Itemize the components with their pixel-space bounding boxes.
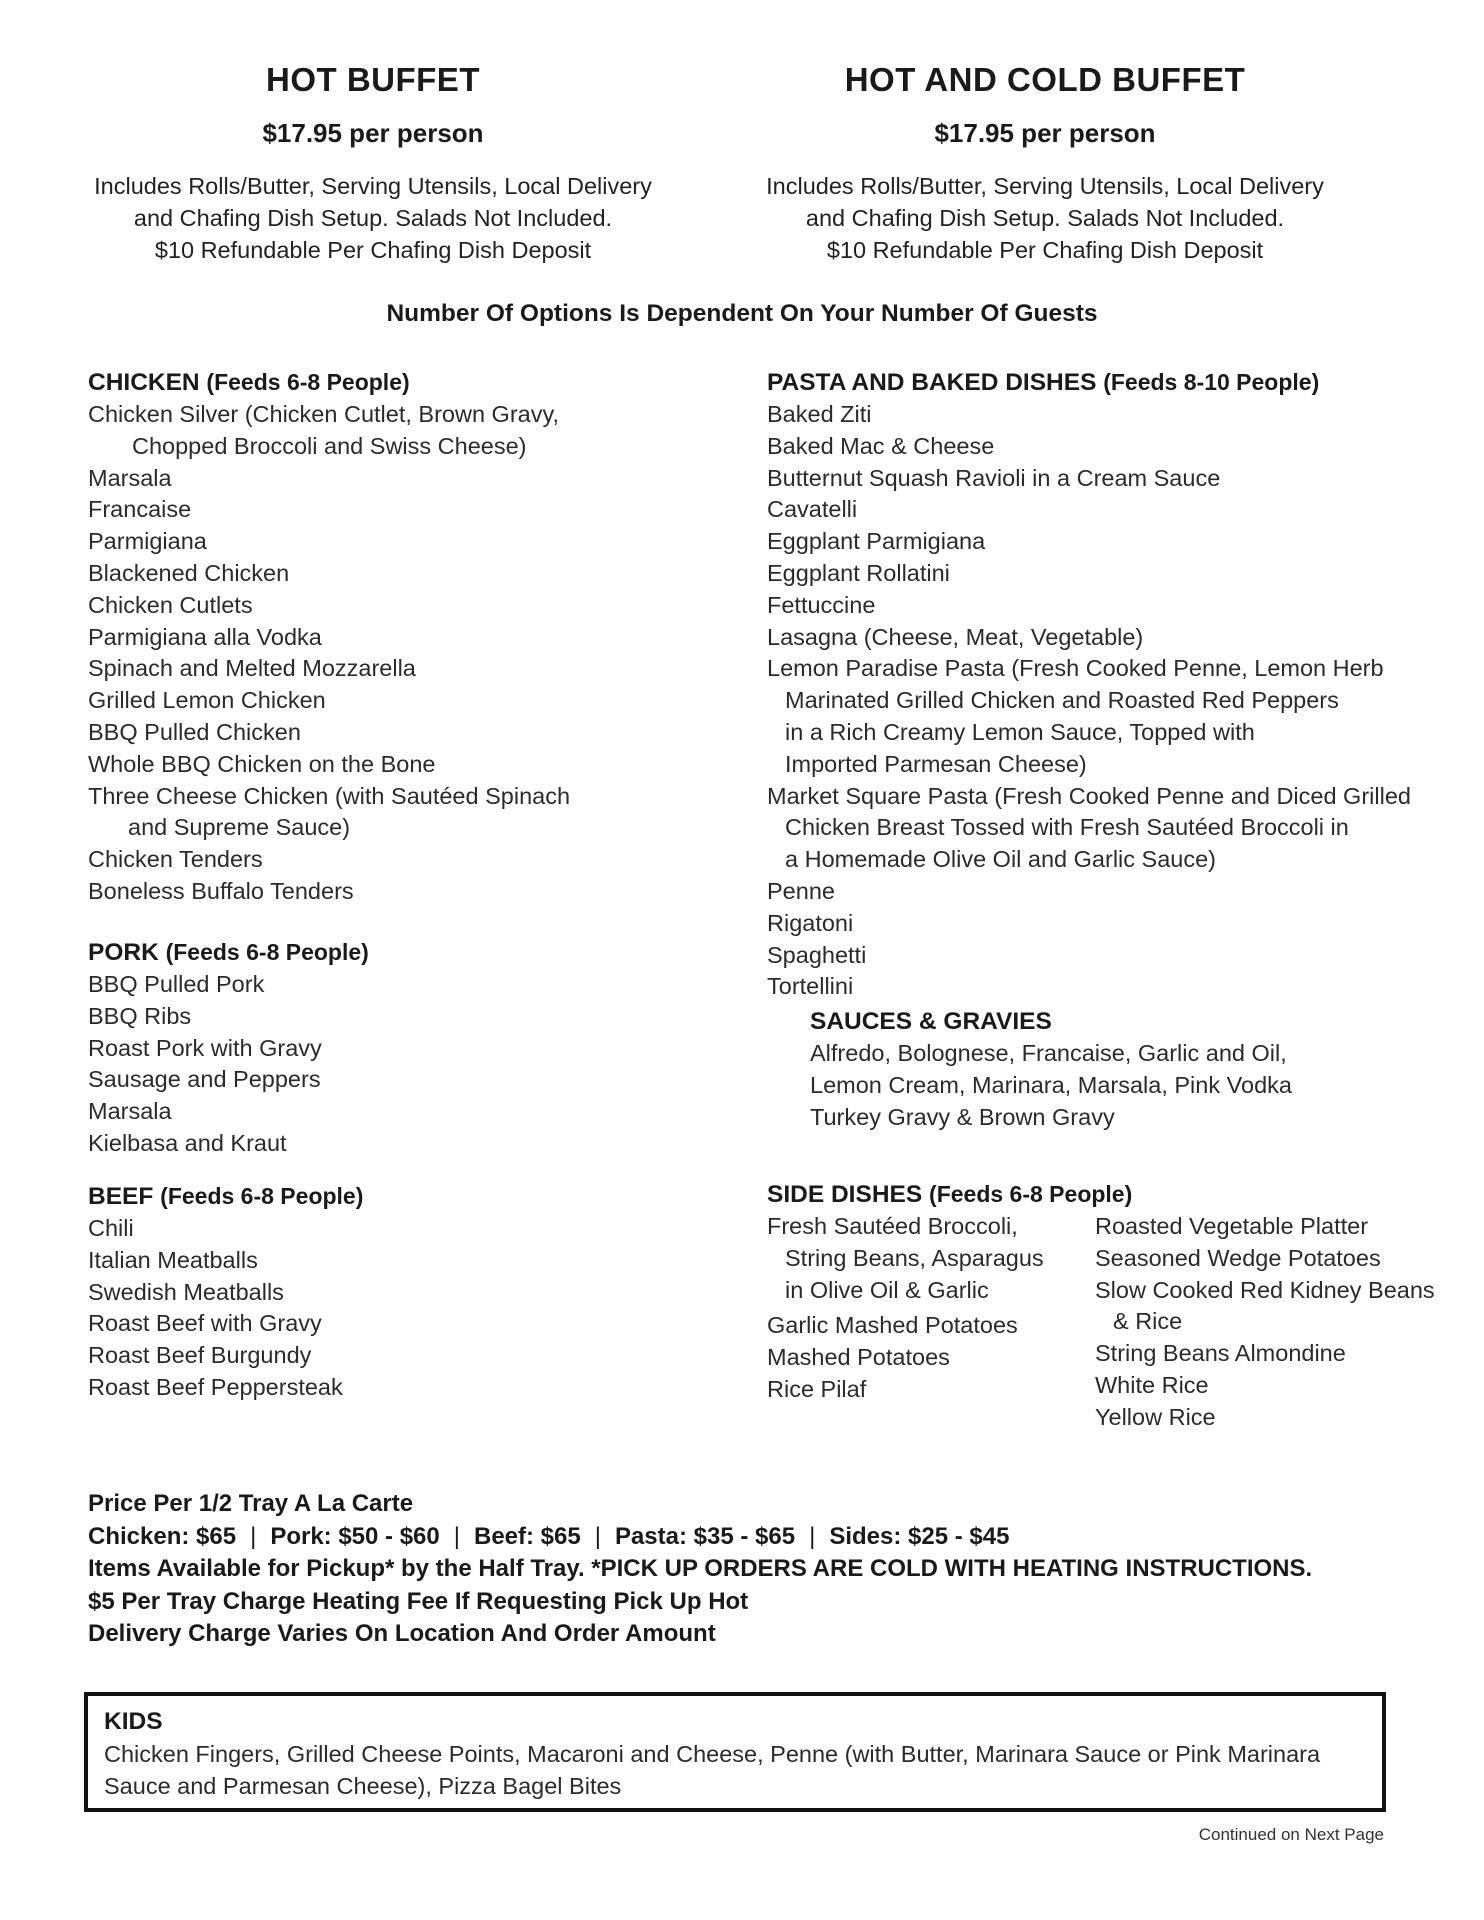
section-title [88,366,570,399]
pricing-info [88,1488,1312,1651]
section-name: BEEF [88,1183,161,1210]
menu-item: Roasted Vegetable Platter [1095,1213,1369,1239]
buffet-desc-line: and Chafing Dish Setup. Salads Not Included. [805,205,1285,231]
tray-price: Beef: $65 [473,1522,581,1550]
hot-buffet-header [73,58,673,266]
menu-item: Baked Ziti [767,401,872,427]
menu-item: Boneless Buffalo Tenders [88,877,354,904]
buffet-desc-line: $10 Refundable Per Chafing Dish Deposit [154,237,592,263]
buffet-desc-line: Includes Rolls/Butter, Serving Utensils, Local Delivery [766,173,1324,199]
buffet-price: $17.95 per person [262,118,484,148]
menu-item: Spinach and Melted Mozzarella [88,655,416,682]
menu-item-line: Market Square Pasta (Fresh Cooked Penne and Diced Grilled [767,782,1411,809]
menu-item: Swedish Meatballs [88,1278,284,1305]
kids-title: KIDS [104,1708,163,1735]
buffet-desc-line: $10 Refundable Per Chafing Dish Deposit [826,237,1264,263]
menu-item: Kielbasa and Kraut [88,1129,287,1156]
kids-items-line: Chicken Fingers, Grilled Cheese Points, Macaroni and Cheese, Penne (with Butter, Marinara Sauce or Pink Marinara [104,1741,1321,1767]
menu-item: Sausage and Peppers [88,1066,321,1093]
section-title [767,1178,1435,1211]
menu-item: Rigatoni [767,909,854,936]
section-name: PORK [88,939,166,966]
price-separator: | [250,1522,257,1550]
menu-item: Seasoned Wedge Potatoes [1095,1244,1381,1271]
menu-item-continuation: & Rice [1113,1308,1183,1335]
chicken-section [88,366,570,908]
side-dishes-section [767,1178,1435,1434]
hot-and-cold-buffet-header [745,58,1345,266]
menu-item: Spaghetti [767,941,867,968]
menu-item [767,781,1411,876]
section-feeds: (Feeds 6-8 People) [206,369,410,395]
menu-item [88,781,570,845]
menu-item: Parmigiana [88,528,207,555]
menu-item: Chicken Tenders [88,846,263,873]
section-title [88,1180,363,1213]
pricing-heading: Price Per 1/2 Tray A La Carte [88,1490,414,1517]
menu-item: Blackened Chicken [88,559,290,586]
menu-item-line: Slow Cooked Red Kidney Beans [1095,1276,1435,1303]
tray-price: Pork: $50 - $60 [270,1522,440,1550]
menu-item: Roast Beef Burgundy [88,1342,312,1369]
buffet-title: HOT AND COLD BUFFET [844,61,1246,98]
section-title [88,936,369,969]
buffet-description [745,170,1345,266]
menu-item-line: Fresh Sautéed Broccoli, [767,1213,1018,1239]
menu-item: White Rice [1095,1371,1209,1398]
kids-menu-box [84,1692,1386,1812]
menu-item: BBQ Pulled Chicken [88,718,301,745]
tray-price: Pasta: $35 - $65 [614,1522,796,1550]
menu-item-line: Chicken Silver (Chicken Cutlet, Brown Gravy, [88,401,560,427]
sauces-section [810,1006,1292,1133]
buffet-desc-line: Includes Rolls/Butter, Serving Utensils, Local Delivery [94,173,652,199]
menu-item: Tortellini [767,973,854,1000]
tray-price: Chicken: $65 [88,1522,237,1550]
menu-item: Roast Beef with Gravy [88,1310,322,1337]
menu-item: Yellow Rice [1095,1403,1216,1430]
side-dishes-column-1 [767,1211,1095,1434]
menu-item-line: Lemon Paradise Pasta (Fresh Cooked Penne, Lemon Herb [767,655,1384,682]
tray-prices [88,1521,1312,1554]
menu-item: Roast Pork with Gravy [88,1034,322,1061]
sauce-line: Lemon Cream, Marinara, Marsala, Pink Vodka [810,1071,1292,1098]
menu-item-continuation: a Homemade Olive Oil and Garlic Sauce) [785,846,1217,873]
menu-item-continuation: Chicken Breast Tossed with Fresh Sautéed Broccoli in [785,814,1349,841]
menu-item: Butternut Squash Ravioli in a Cream Sauce [767,464,1221,491]
delivery-charge-note: Delivery Charge Varies On Location And Order Amount [88,1620,716,1647]
menu-item: BBQ Pulled Pork [88,971,265,997]
price-separator: | [453,1522,460,1550]
menu-item-continuation: in Olive Oil & Garlic [785,1276,989,1303]
menu-item-continuation: String Beans, Asparagus [785,1244,1044,1271]
buffet-title: HOT BUFFET [266,61,480,98]
beef-section [88,1180,363,1404]
menu-item: Mashed Potatoes [767,1344,950,1371]
menu-item: Rice Pilaf [767,1375,867,1402]
section-name: PASTA AND BAKED DISHES [767,369,1104,396]
menu-item: Penne [767,877,835,904]
section-name: CHICKEN [88,369,207,396]
sauce-line: Turkey Gravy & Brown Gravy [810,1103,1115,1130]
menu-item-line: Three Cheese Chicken (with Sautéed Spinach [88,782,571,809]
sauce-line: Alfredo, Bolognese, Francaise, Garlic and Oil, [810,1040,1287,1066]
menu-item: Parmigiana alla Vodka [88,623,322,650]
section-feeds: (Feeds 6-8 People) [929,1181,1133,1207]
menu-item: Francaise [88,496,192,523]
buffet-desc-line: and Chafing Dish Setup. Salads Not Included. [133,205,613,231]
menu-item [88,399,570,463]
pork-section [88,936,369,1160]
pickup-note: Items Available for Pickup* by the Half Tray. *PICK UP ORDERS ARE COLD WITH HEATING INSTRUCTIONS. [88,1555,1313,1582]
heating-fee-note: $5 Per Tray Charge Heating Fee If Requesting Pick Up Hot [88,1587,749,1615]
section-title [767,366,1411,399]
tray-price: Sides: $25 - $45 [829,1522,1010,1550]
menu-item: Marsala [88,464,172,491]
section-feeds: (Feeds 8-10 People) [1103,369,1320,395]
menu-item: Grilled Lemon Chicken [88,687,326,714]
menu-item: Whole BBQ Chicken on the Bone [88,750,436,777]
price-separator: | [594,1522,601,1550]
menu-item: String Beans Almondine [1095,1340,1346,1367]
side-dishes-column-2 [1095,1211,1435,1434]
continued-note: Continued on Next Page [1198,1825,1384,1844]
section-title: SAUCES & GRAVIES [810,1008,1052,1035]
kids-items-line: Sauce and Parmesan Cheese), Pizza Bagel Bites [104,1773,622,1799]
guests-note: Number Of Options Is Dependent On Your Number Of Guests [386,300,1098,327]
menu-item: BBQ Ribs [88,1002,192,1029]
menu-item: Baked Mac & Cheese [767,432,995,459]
menu-item-continuation: Chopped Broccoli and Swiss Cheese) [132,432,527,459]
menu-item [767,1211,1095,1306]
section-name: SIDE DISHES [767,1181,923,1208]
menu-item: Lasagna (Cheese, Meat, Vegetable) [767,623,1144,650]
menu-item-continuation: Imported Parmesan Cheese) [785,750,1087,777]
pasta-section [767,366,1411,1003]
menu-item: Garlic Mashed Potatoes [767,1312,1018,1339]
menu-item [767,653,1411,780]
menu-item [1095,1275,1435,1339]
buffet-description [73,170,673,266]
price-separator: | [809,1522,816,1550]
menu-item-continuation: in a Rich Creamy Lemon Sauce, Topped with [785,718,1255,745]
menu-item: Chili [88,1215,134,1241]
menu-item-continuation: Marinated Grilled Chicken and Roasted Red Peppers [785,687,1339,714]
menu-item: Roast Beef Peppersteak [88,1373,343,1400]
menu-item: Cavatelli [767,496,858,523]
section-feeds: (Feeds 6-8 People) [160,1183,364,1209]
menu-item: Marsala [88,1098,172,1125]
menu-item: Chicken Cutlets [88,591,253,618]
menu-item-continuation: and Supreme Sauce) [128,814,351,841]
menu-item: Fettuccine [767,591,876,618]
menu-item: Eggplant Parmigiana [767,528,986,555]
menu-item: Italian Meatballs [88,1246,258,1273]
menu-item: Eggplant Rollatini [767,559,950,586]
section-feeds: (Feeds 6-8 People) [165,939,369,965]
buffet-price: $17.95 per person [934,118,1156,148]
